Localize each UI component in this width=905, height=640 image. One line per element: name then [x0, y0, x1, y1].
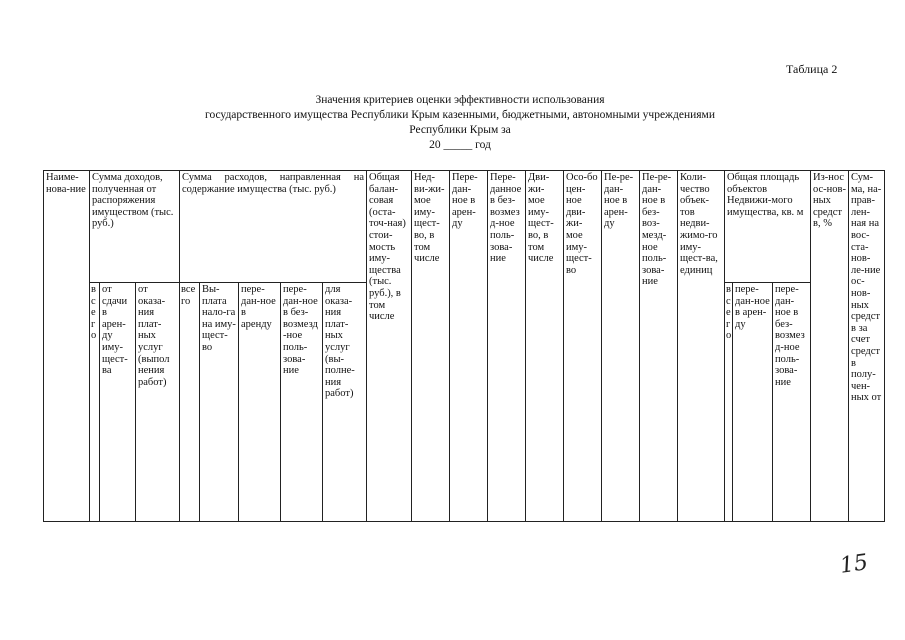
title-line: Республики Крым за [409, 124, 511, 136]
col-rented-header: Пере-дан-ное в арен-ду [450, 171, 488, 522]
col-free-use-header: Пере-данное в без-возмезд-ное поль-зова-ние [488, 171, 526, 522]
col-movable-rented-header: Пе-ре-дан-ное в арен-ду [602, 171, 640, 522]
col-wear-header: Из-нос ос-нов-ных средств, % [811, 171, 849, 522]
col-exp-free-use: пере-дан-ное в без-возмезд-ное поль-зова-ние [281, 283, 323, 522]
col-area-rented: пере-дан-ное в арен-ду [733, 283, 773, 522]
table-label: Таблица 2 [786, 62, 838, 76]
col-restoration-header: Сум-ма, на-прав-лен-ная на вос-ста-нов-ле-ние ос-нов-ных средств за счет средств полу-чен-ных от [849, 171, 885, 522]
col-income-total: всего [90, 283, 100, 522]
title-line: государственного имущества Республики Крым казенными, бюджетными, автономными учреждениями [205, 109, 715, 121]
col-total-area-header: Общая площадь объектов Недвижи-мого имущества, кв. м [725, 171, 811, 283]
col-income-services: от оказа-ния плат-ных услуг (выпол нения работ) [136, 283, 180, 522]
col-income-header: Сумма доходов, полученная от распоряжения имуществом (тыс. руб.) [90, 171, 180, 283]
col-income-rent: от сдачи в арен-ду иму-щест-ва [100, 283, 136, 522]
col-expenses-header: Сумма расходов, направленная на содержание имущества (тыс. руб.) [180, 171, 367, 283]
col-exp-tax: Вы-плата нало-га на иму-щест-во [200, 283, 239, 522]
header-row-1 [44, 171, 885, 283]
col-exp-total: все го [180, 283, 200, 522]
col-movable-header: Дви-жи-мое иму-щест-во, в том числе [526, 171, 564, 522]
col-exp-services: для оказа-ния плат-ных услуг (вы-полне-ния работ) [323, 283, 367, 522]
title-line: 20 _____ год [429, 139, 491, 151]
title-line: Значения критериев оценки эффективности использования [315, 94, 605, 106]
document-title [140, 93, 780, 153]
col-real-estate-count-header: Коли-чество объек-тов недви-жимо-го иму-щест-ва, единиц [678, 171, 725, 522]
col-movable-free-use-header: Пе-ре-дан-ное в без-воз-мезд-ное поль-зова-ние [640, 171, 678, 522]
col-area-free-use: пере-дан-ное в без-возмезд-ное поль-зова-ние [773, 283, 811, 522]
col-real-estate-header: Нед-ви-жи-мое иму-щест-во, в том числе [412, 171, 450, 522]
col-exp-rented: пере-дан-ное в аренду [239, 283, 281, 522]
col-valuable-movable-header: Осо-бо цен-ное дви-жи-мое иму-щест-во [564, 171, 602, 522]
criteria-table [43, 170, 885, 522]
page-number: 15 [838, 550, 870, 579]
col-area-total: всего [725, 283, 733, 522]
col-name-header: Наиме-нова-ние [44, 171, 90, 522]
col-balance-value-header: Общая балан-совая (оста-точ-ная) стои-мость иму-щества (тыс. руб.), в том числе [367, 171, 412, 522]
